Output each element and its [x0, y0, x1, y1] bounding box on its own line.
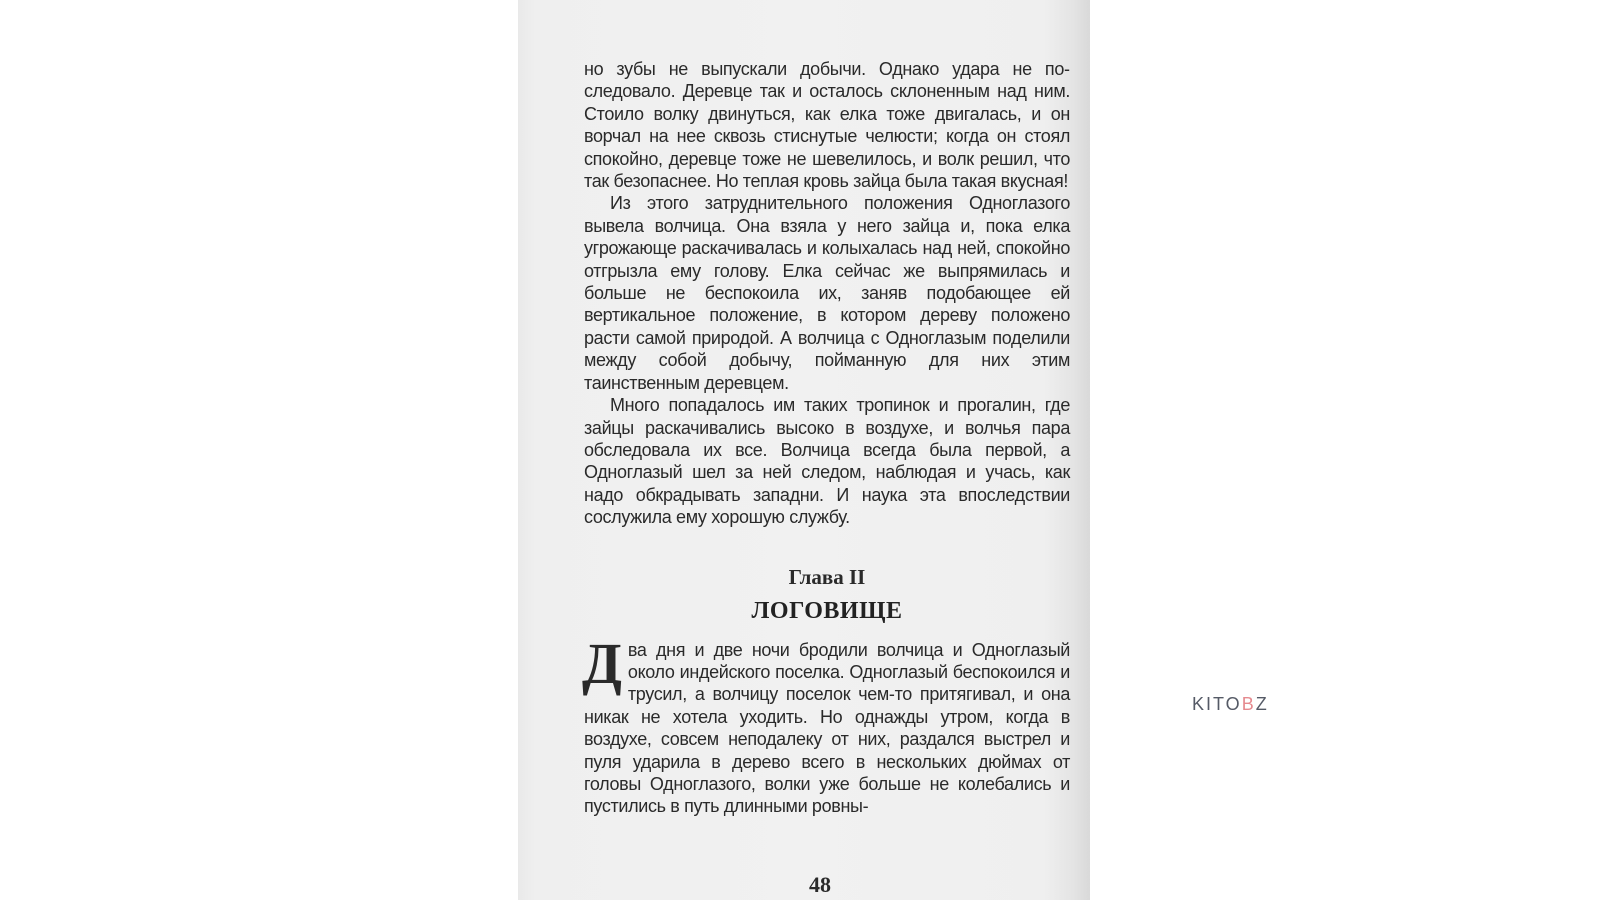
chapter-title: ЛОГОВИЩЕ	[751, 597, 903, 624]
watermark-mark: B	[1241, 694, 1256, 714]
paragraph-3: Много попадалось им таких тропинок и прогалин, где зайцы раскачивались высоко в воздухе, и волчья пара обследовала их все. Волчица всегда была первой, а Одноглазый шел за ней следом, наблюдая и учась, как надо обкрадывать западни. И наука эта впоследствии сослужила ему хорошую службу.	[584, 395, 1070, 528]
drop-cap: Д	[582, 630, 622, 696]
watermark-logo	[1192, 694, 1269, 715]
book-page	[518, 0, 1090, 900]
paragraph-2: Из этого затруднительного положения Одноглазого вывела волчица. Она взяла у него зайца и, пока елка угрожающе раскачивалась и колыхалась над ней, спокойно отгрызла ему голову. Елка сейчас же выпрямилась и больше не беспокоила их, заняв подобающее ей вертикальное положение, в котором дереву положено расти самой природой. А волчица с Одноглазым поделили между собой добычу, пойманную для них этим таинственным деревцем.	[584, 193, 1070, 393]
watermark-suffix: Z	[1255, 694, 1269, 714]
watermark-prefix: KITO	[1192, 694, 1242, 714]
page-content	[584, 58, 1070, 818]
page-number: 48	[809, 872, 831, 897]
paragraph-1: но зубы не выпускали добычи. Однако удара не последовало. Деревце так и осталось склоненным над ним. Стоило волку двинуться, как елка тоже двигалась, и он ворчал на нее сквозь стиснутые челюсти; когда он стоял спокойно, деревце тоже не шевелилось, и волк решил, что так безопаснее. Но теплая кровь зайца была такая вкусная!	[584, 59, 1070, 192]
chapter-label: Глава II	[788, 564, 866, 589]
chapter-body	[582, 630, 1070, 818]
chapter-paragraph: ва дня и две ночи бродили волчица и Одноглазый около индейского поселка. Одноглазый беспокоился и трусил, а волчицу поселок чем-то притягивал, и она никак не хотела уходить. Но однажды утром, когда в воздухе, совсем неподалеку от них, раздался выстрел и пуля ударила в дерево всего в нескольких дюймах от головы Одноглазого, волки уже больше не колебались и пустились в путь длинными ровны-	[584, 639, 1070, 817]
